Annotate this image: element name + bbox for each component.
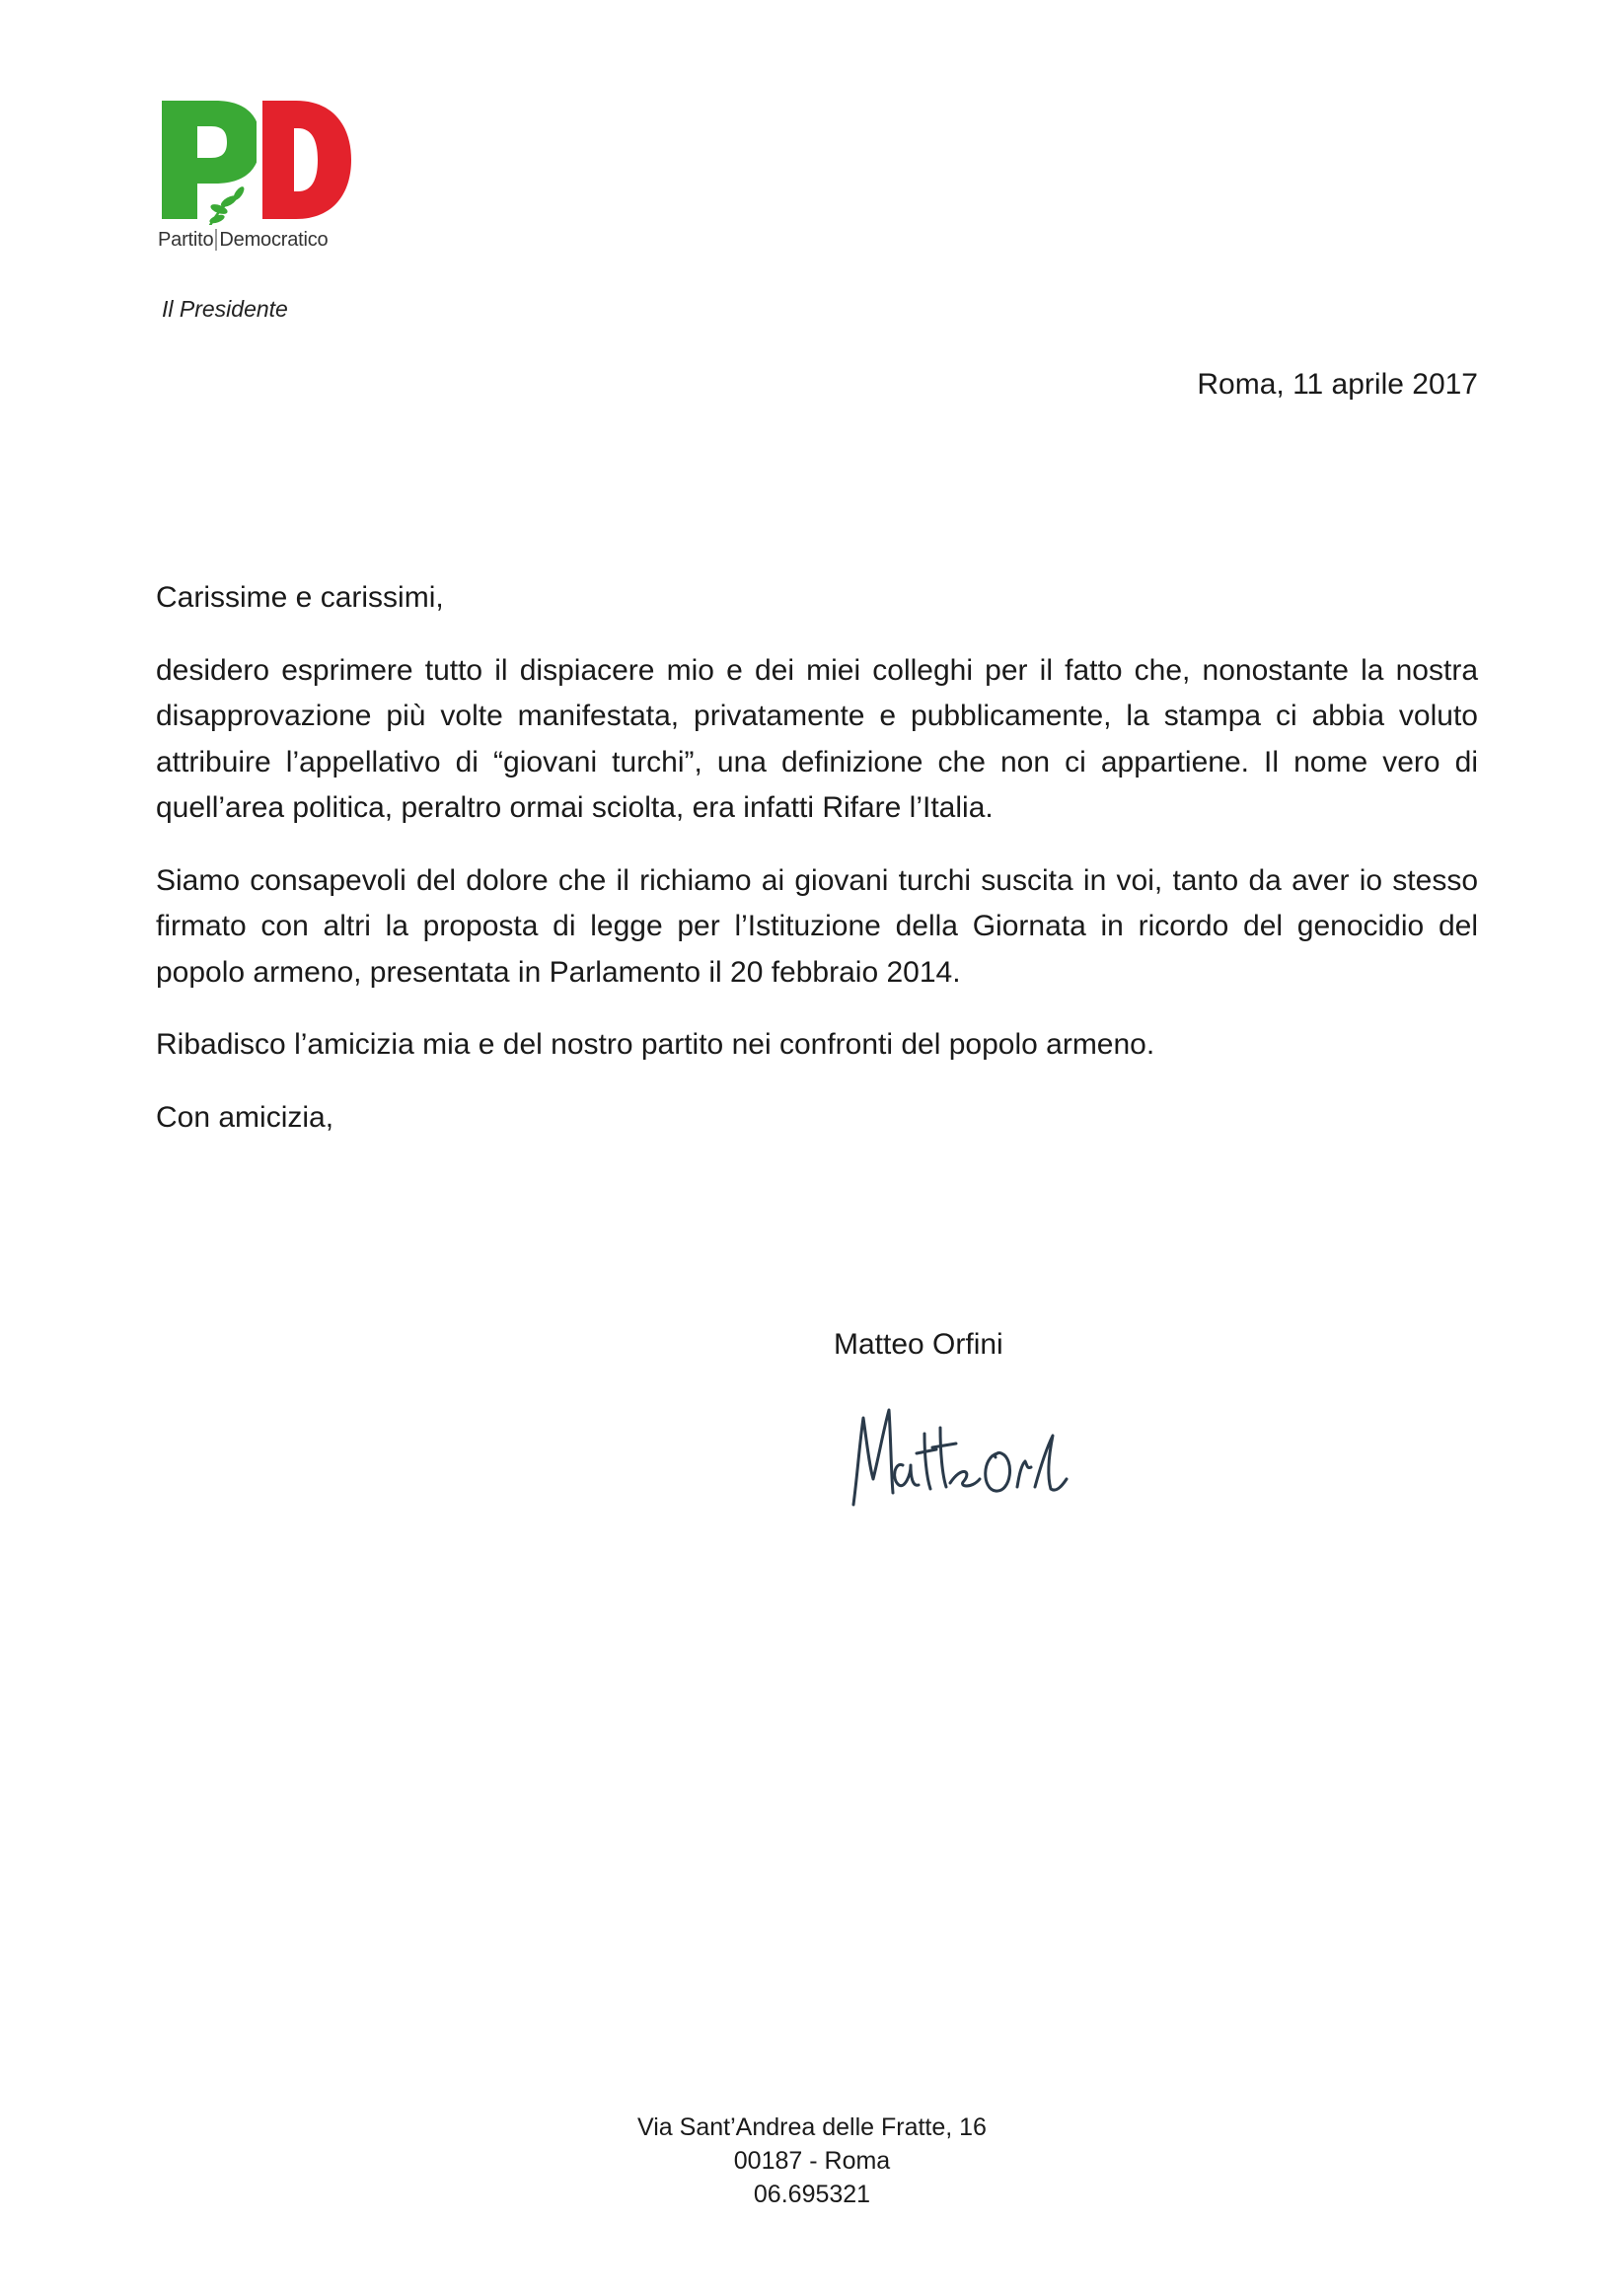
sender-role: Il Presidente xyxy=(162,296,288,322)
footer-phone: 06.695321 xyxy=(753,2181,871,2208)
pd-logo-icon xyxy=(158,97,355,225)
logo-separator xyxy=(215,229,217,251)
footer-city: 00187 - Roma xyxy=(733,2147,891,2175)
letter-date: Roma, 11 aprile 2017 xyxy=(1197,368,1478,401)
footer-address: Via Sant’Andrea delle Fratte, 16 xyxy=(637,2113,987,2141)
salutation: Carissime e carissimi, xyxy=(156,581,444,614)
paragraph-3: Ribadisco l’amicizia mia e del nostro partito nei confronti del popolo armeno. xyxy=(156,1028,1155,1061)
logo-wordmark-left: Partito xyxy=(158,229,214,251)
logo-letter-p xyxy=(162,101,260,219)
logo-letter-d xyxy=(260,101,351,219)
paragraph-2: Siamo consapevoli del dolore che il richiamo ai giovani turchi suscita in voi, tanto da aver io stesso firmato con altri la proposta di legge per l’Istituzione della Giornata in ricordo del genocidio del popolo armeno, presentata in Parlamento il 20 febbraio 2014. xyxy=(156,863,1478,989)
letter-body xyxy=(156,575,1478,1167)
footer-address-block xyxy=(0,2111,1624,2211)
handwritten-signature xyxy=(834,1396,1070,1519)
closing: Con amicizia, xyxy=(156,1100,334,1134)
paragraph-1: desidero esprimere tutto il dispiacere mio e dei miei colleghi per il fatto che, nonostante la nostra disapprovazione più volte manifestata, privatamente e pubblicamente, la stampa ci abbia voluto attribuire l’appellativo di “giovani turchi”, una definizione che non ci appartiene. Il nome vero di quell’area politica, peraltro ormai sciolta, era infatti Rifare l’Italia. xyxy=(156,653,1478,824)
signatory-name: Matteo Orfini xyxy=(834,1328,1003,1361)
logo-wordmark xyxy=(158,229,365,252)
logo-wordmark-right: Democratico xyxy=(219,229,329,251)
party-logo xyxy=(158,97,355,264)
olive-branch-icon xyxy=(208,185,246,225)
